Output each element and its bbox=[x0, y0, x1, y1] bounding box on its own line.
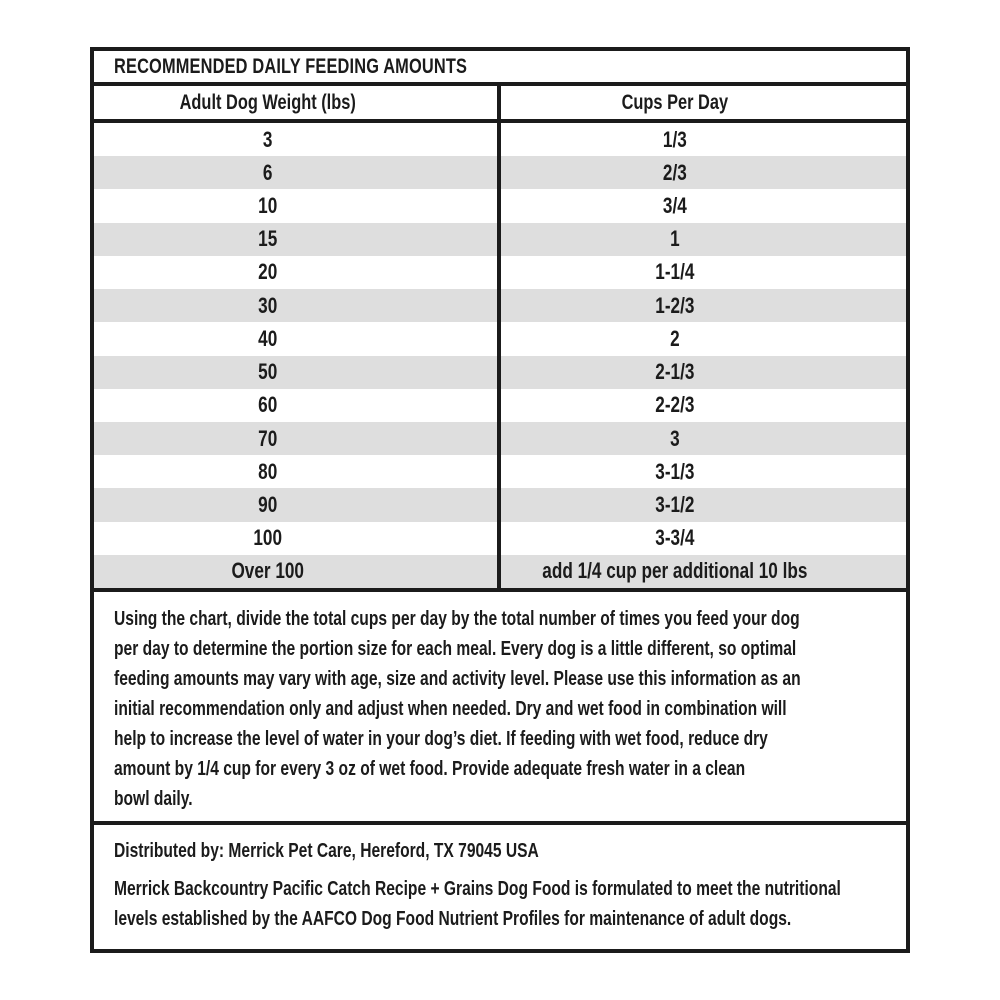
usage-note-text: initial recommendation only and adjust when needed. Dry and wet food in combination will bbox=[114, 698, 787, 720]
cups-cell-value: 1-2/3 bbox=[655, 292, 695, 318]
table-row bbox=[94, 322, 906, 355]
aafco-text: Merrick Backcountry Pacific Catch Recipe + Grains Dog Food is formulated to meet the nutritional bbox=[114, 878, 841, 900]
usage-note-line bbox=[114, 634, 898, 664]
cups-cell bbox=[501, 189, 906, 222]
table-row bbox=[94, 455, 906, 488]
weight-cell-value: Over 100 bbox=[231, 558, 304, 584]
cups-cell-value: add 1/4 cup per additional 10 lbs bbox=[542, 558, 808, 584]
feeding-guide-label bbox=[90, 47, 910, 953]
cups-cell bbox=[501, 522, 906, 555]
feeding-chart-header-row bbox=[94, 86, 906, 123]
weight-cell bbox=[94, 356, 497, 389]
usage-note-line bbox=[114, 754, 898, 784]
aafco-line bbox=[114, 904, 898, 934]
table-row bbox=[94, 189, 906, 222]
weight-cell-value: 3 bbox=[262, 126, 273, 152]
cups-cell bbox=[501, 356, 906, 389]
cups-cell bbox=[501, 555, 906, 588]
usage-note-line bbox=[114, 724, 898, 754]
weight-cell-value: 70 bbox=[257, 425, 277, 451]
table-row bbox=[94, 156, 906, 189]
weight-cell-value: 30 bbox=[257, 292, 277, 318]
weight-cell bbox=[94, 322, 497, 355]
cups-cell-value: 2/3 bbox=[663, 159, 688, 185]
feeding-chart-rows bbox=[94, 123, 906, 592]
cups-cell bbox=[501, 289, 906, 322]
weight-cell bbox=[94, 289, 497, 322]
weight-cell bbox=[94, 223, 497, 256]
cups-cell-value: 3-1/3 bbox=[655, 458, 695, 484]
cups-cell-value: 3-3/4 bbox=[655, 525, 695, 551]
feeding-chart-title-bar bbox=[94, 51, 906, 86]
cups-cell bbox=[501, 256, 906, 289]
table-row bbox=[94, 289, 906, 322]
cups-cell bbox=[501, 422, 906, 455]
cups-cell bbox=[501, 455, 906, 488]
table-row bbox=[94, 356, 906, 389]
weight-cell-value: 15 bbox=[257, 226, 277, 252]
weight-cell bbox=[94, 422, 497, 455]
cups-cell bbox=[501, 389, 906, 422]
table-row bbox=[94, 488, 906, 521]
weight-cell bbox=[94, 555, 497, 588]
weight-cell-value: 90 bbox=[257, 492, 277, 518]
usage-note-text: bowl daily. bbox=[114, 788, 193, 810]
table-row bbox=[94, 555, 906, 588]
aafco-text: levels established by the AAFCO Dog Food Nutrient Profiles for maintenance of adult dogs. bbox=[114, 908, 792, 930]
cups-cell-value: 1/3 bbox=[663, 126, 688, 152]
cups-cell bbox=[501, 123, 906, 156]
weight-cell-value: 6 bbox=[262, 159, 273, 185]
table-row bbox=[94, 123, 906, 156]
weight-cell bbox=[94, 455, 497, 488]
cups-column-header: Cups Per Day bbox=[621, 90, 729, 114]
weight-cell bbox=[94, 522, 497, 555]
usage-note-text: help to increase the level of water in your dog’s diet. If feeding with wet food, reduce dry bbox=[114, 728, 768, 750]
cups-cell bbox=[501, 488, 906, 521]
usage-note bbox=[94, 592, 906, 825]
usage-note-line bbox=[114, 784, 898, 814]
distributor-line: Distributed by: Merrick Pet Care, Hereford, TX 79045 USA bbox=[114, 840, 539, 862]
weight-cell bbox=[94, 123, 497, 156]
table-row bbox=[94, 223, 906, 256]
weight-cell-value: 20 bbox=[257, 259, 277, 285]
cups-cell-value: 2 bbox=[670, 325, 680, 351]
usage-note-line bbox=[114, 604, 898, 634]
weight-cell bbox=[94, 389, 497, 422]
cups-cell-value: 3/4 bbox=[663, 193, 688, 219]
weight-cell bbox=[94, 189, 497, 222]
table-row bbox=[94, 422, 906, 455]
usage-note-line bbox=[114, 694, 898, 724]
usage-note-text: per day to determine the portion size for each meal. Every dog is a little different, so optimal bbox=[114, 638, 797, 660]
weight-cell-value: 60 bbox=[257, 392, 277, 418]
feeding-chart-title: RECOMMENDED DAILY FEEDING AMOUNTS bbox=[114, 54, 468, 78]
cups-cell-value: 2-2/3 bbox=[655, 392, 695, 418]
usage-note-text: feeding amounts may vary with age, size and activity level. Please use this information as an bbox=[114, 668, 801, 690]
cups-cell-value: 1 bbox=[670, 226, 680, 252]
weight-column-header: Adult Dog Weight (lbs) bbox=[179, 90, 356, 114]
usage-note-line bbox=[114, 664, 898, 694]
weight-cell-value: 80 bbox=[257, 458, 277, 484]
weight-cell bbox=[94, 156, 497, 189]
usage-note-text: Using the chart, divide the total cups per day by the total number of times you feed your dog bbox=[114, 608, 800, 630]
table-row bbox=[94, 522, 906, 555]
usage-note-text: amount by 1/4 cup for every 3 oz of wet food. Provide adequate fresh water in a clean bbox=[114, 758, 746, 780]
cups-cell-value: 3-1/2 bbox=[655, 492, 695, 518]
weight-cell bbox=[94, 488, 497, 521]
cups-cell-value: 1-1/4 bbox=[655, 259, 695, 285]
weight-cell-value: 50 bbox=[257, 359, 277, 385]
weight-column-header-cell bbox=[94, 86, 497, 119]
aafco-line bbox=[114, 874, 898, 904]
cups-column-header-cell bbox=[501, 86, 906, 119]
cups-cell-value: 3 bbox=[670, 425, 680, 451]
weight-cell bbox=[94, 256, 497, 289]
cups-cell bbox=[501, 322, 906, 355]
weight-cell-value: 40 bbox=[257, 325, 277, 351]
weight-cell-value: 10 bbox=[257, 193, 277, 219]
table-row bbox=[94, 389, 906, 422]
footer bbox=[94, 825, 906, 949]
cups-cell-value: 2-1/3 bbox=[655, 359, 695, 385]
table-row bbox=[94, 256, 906, 289]
cups-cell bbox=[501, 156, 906, 189]
aafco-statement bbox=[114, 874, 898, 934]
weight-cell-value: 100 bbox=[252, 525, 282, 551]
cups-cell bbox=[501, 223, 906, 256]
